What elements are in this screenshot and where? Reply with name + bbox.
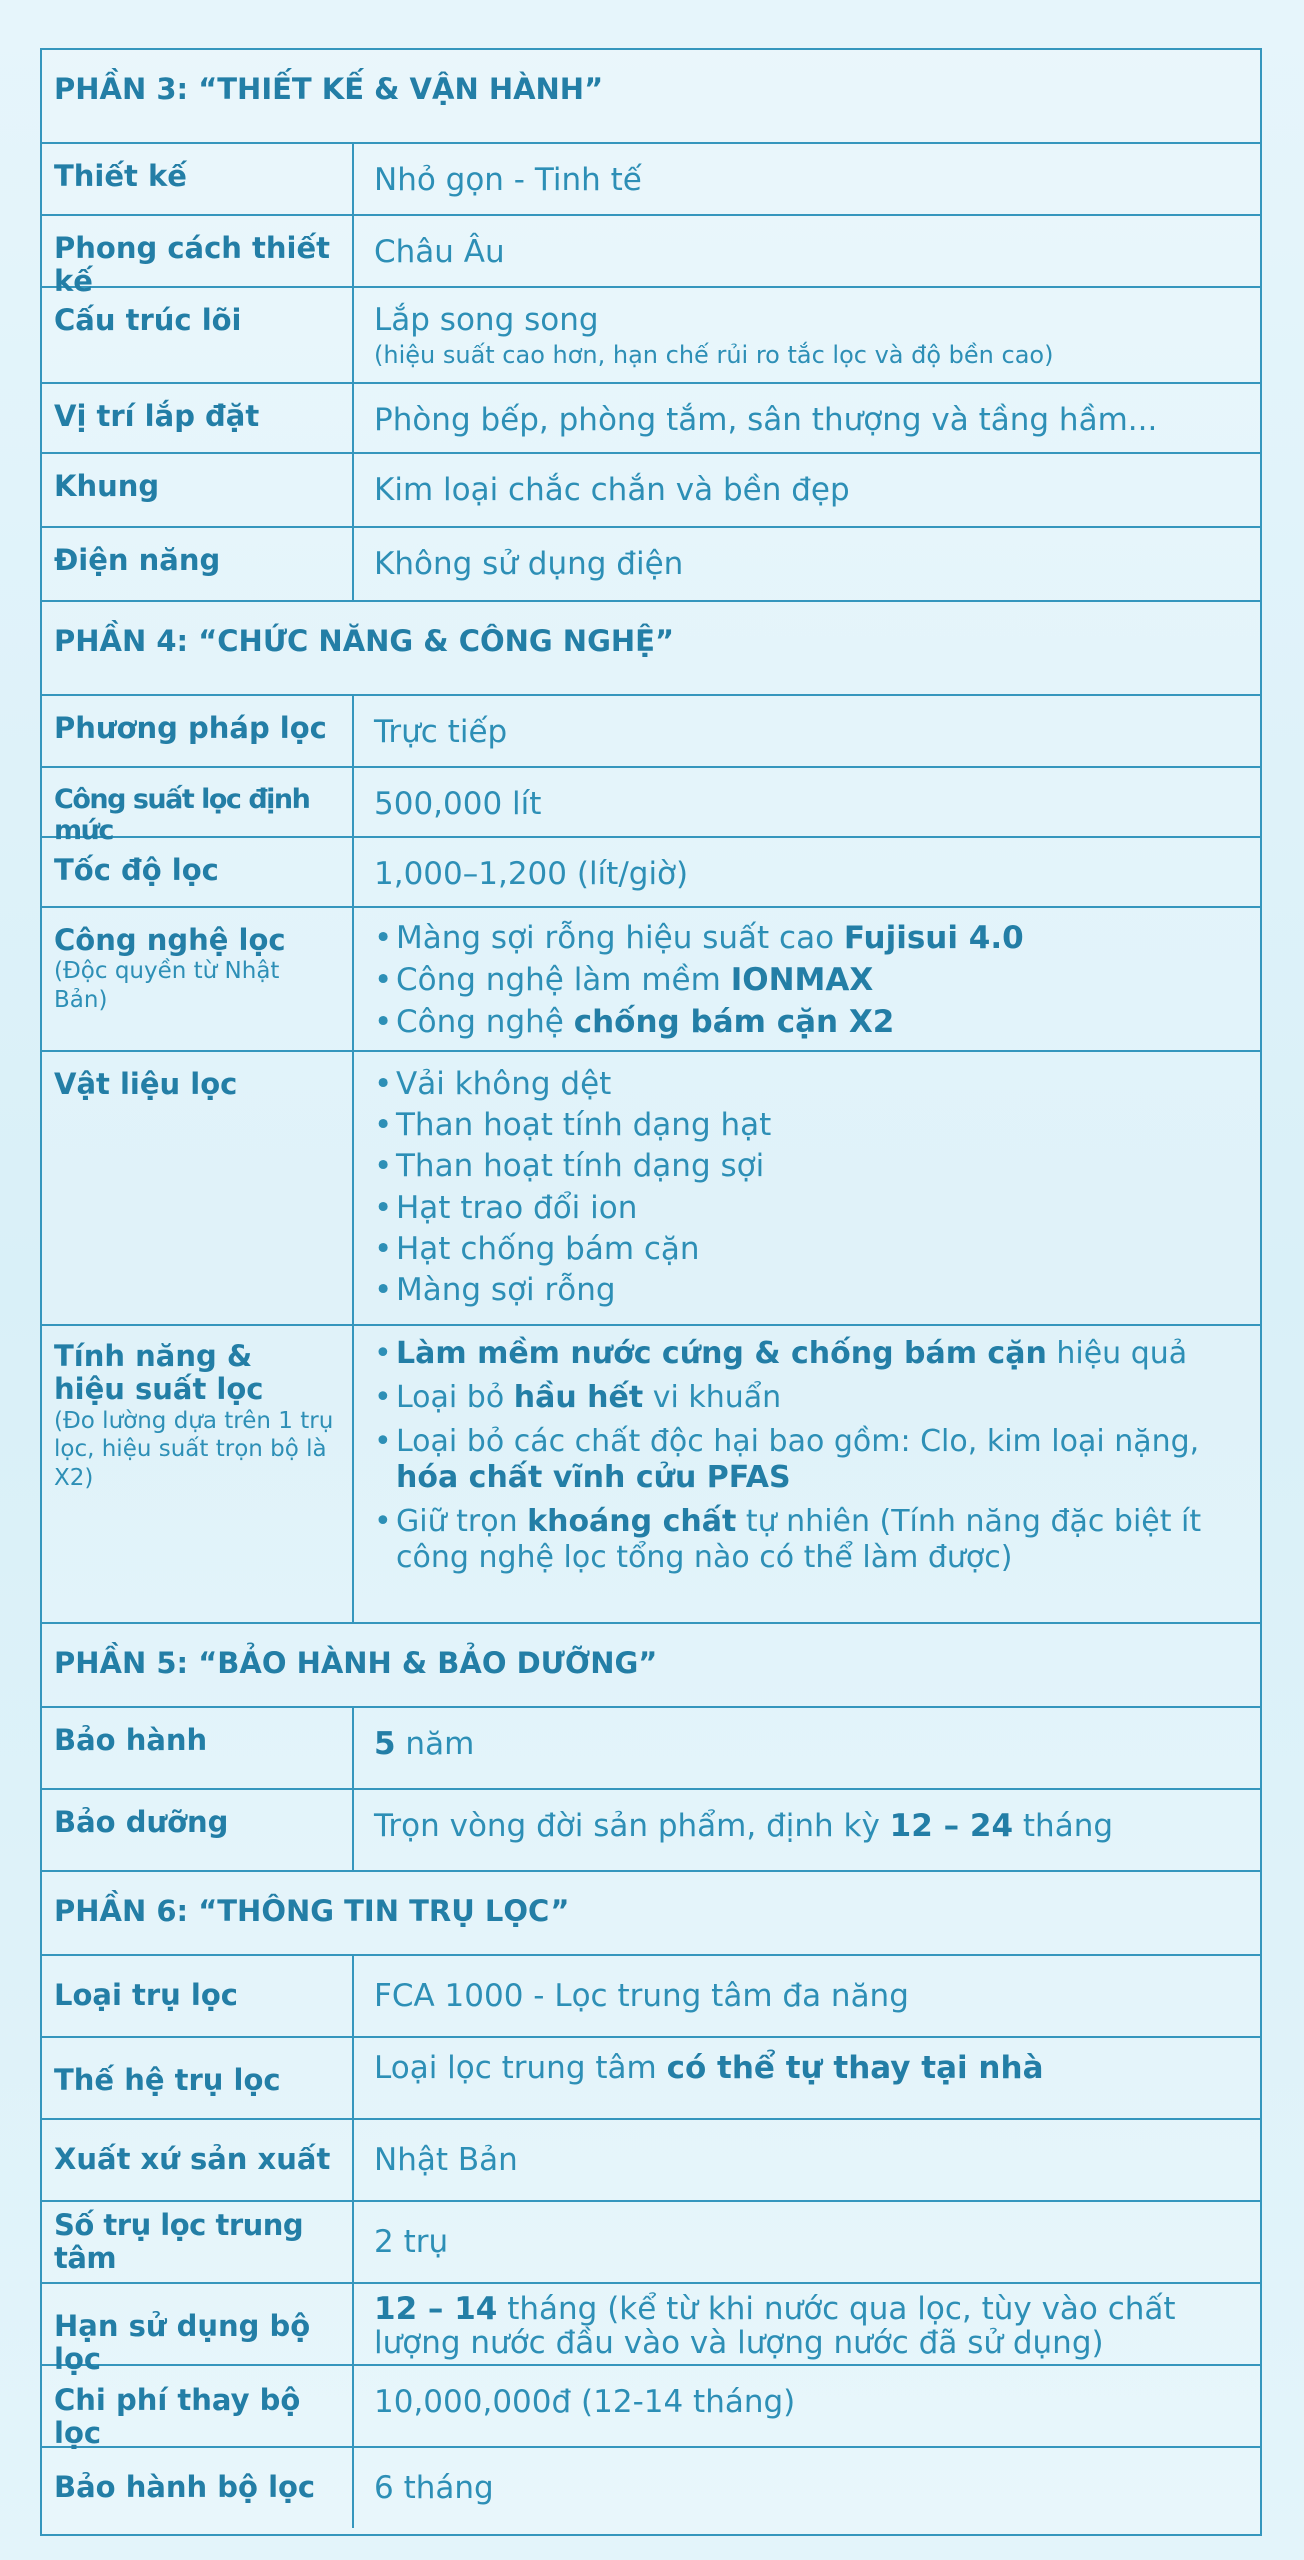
- feature-item: • Làm mềm nước cứng & chống bám cặn hiệu quả: [374, 1336, 1240, 1372]
- value-core-structure: [354, 288, 1260, 382]
- label-filter-method: Phương pháp lọc: [42, 696, 354, 766]
- core-structure-note: (hiệu suất cao hơn, hạn chế rủi ro tắc lọc và độ bền cao): [374, 340, 1054, 369]
- value-frame: Kim loại chắc chắn và bền đẹp: [374, 472, 850, 508]
- row-filter-method: [42, 696, 1260, 768]
- row-maintenance: [42, 1790, 1260, 1872]
- filter-tech-title: Công nghệ lọc: [54, 923, 286, 957]
- value-design: Nhỏ gọn - Tinh tế: [374, 162, 642, 198]
- row-filter-warranty: [42, 2448, 1260, 2528]
- value-install-location: Phòng bếp, phòng tắm, sân thượng và tầng hầm...: [374, 402, 1158, 438]
- material-item: • Hạt trao đổi ion: [374, 1188, 1240, 1229]
- value-warranty: 5 năm: [374, 1726, 475, 1762]
- value-filter-materials: [354, 1052, 1260, 1324]
- row-filter-generation: [42, 2038, 1260, 2120]
- row-frame: [42, 454, 1260, 528]
- label-design-style: Phong cách thiết kế: [42, 216, 354, 286]
- label-warranty: Bảo hành: [42, 1708, 354, 1788]
- label-filter-warranty: Bảo hành bộ lọc: [42, 2448, 354, 2528]
- label-frame: Khung: [42, 454, 354, 526]
- tech-item: • Công nghệ chống bám cặn X2: [374, 1002, 1240, 1044]
- feature-item: • Loại bỏ các chất độc hại bao gồm: Clo, kim loại nặng, hóa chất vĩnh cửu PFAS: [374, 1424, 1240, 1496]
- feature-item: • Giữ trọn khoáng chất tự nhiên (Tính năng đặc biệt ít công nghệ lọc tổng nào có thể làm được): [374, 1504, 1240, 1576]
- label-filter-capacity: Công suất lọc định mức: [42, 768, 354, 836]
- label-filter-generation: Thế hệ trụ lọc: [42, 2038, 354, 2118]
- label-filter-count: Số trụ lọc trung tâm: [42, 2202, 354, 2282]
- label-filter-tech: [42, 908, 354, 1050]
- material-item: • Than hoạt tính dạng hạt: [374, 1105, 1240, 1146]
- row-filter-cost: [42, 2366, 1260, 2451]
- material-item: • Vải không dệt: [374, 1064, 1240, 1105]
- label-maintenance: Bảo dưỡng: [42, 1790, 354, 1870]
- section-4-header: [42, 602, 1260, 696]
- label-filter-type: Loại trụ lọc: [42, 1956, 354, 2036]
- section-4-title: PHẦN 4: “CHỨC NĂNG & CÔNG NGHỆ”: [54, 624, 675, 658]
- row-warranty: [42, 1708, 1260, 1790]
- row-power: [42, 528, 1260, 602]
- row-filter-speed: [42, 838, 1260, 908]
- core-structure-main: Lắp song song: [374, 302, 599, 338]
- row-filter-type: [42, 1956, 1260, 2038]
- value-filter-capacity: 500,000 lít: [374, 786, 542, 822]
- value-filter-method: Trực tiếp: [374, 714, 508, 750]
- row-filter-tech: [42, 908, 1260, 1052]
- row-filter-materials: [42, 1052, 1260, 1326]
- row-design: [42, 144, 1260, 216]
- section-3-header: [42, 50, 1260, 144]
- label-filter-materials: Vật liệu lọc: [42, 1052, 354, 1324]
- value-filter-speed: 1,000–1,200 (lít/giờ): [374, 856, 689, 892]
- features-title-2: hiệu suất lọc: [54, 1372, 264, 1407]
- features-sub: (Đo lường dựa trên 1 trụ lọc, hiệu suất trọn bộ là X2): [54, 1407, 334, 1492]
- row-filter-count: [42, 2202, 1260, 2284]
- row-filter-capacity: [42, 768, 1260, 847]
- value-maintenance: Trọn vòng đời sản phẩm, định kỳ 12 – 24 tháng: [374, 1808, 1114, 1844]
- label-filter-speed: Tốc độ lọc: [42, 838, 354, 906]
- label-features: [42, 1326, 354, 1622]
- tech-item: • Màng sợi rỗng hiệu suất cao Fujisui 4.0: [374, 918, 1240, 960]
- section-5-title: PHẦN 5: “BẢO HÀNH & BẢO DƯỠNG”: [54, 1646, 658, 1680]
- label-filter-lifetime: Hạn sử dụng bộ lọc: [42, 2284, 354, 2364]
- section-6-header: [42, 1872, 1260, 1956]
- label-design: Thiết kế: [42, 144, 354, 214]
- value-filter-generation: Loại lọc trung tâm có thể tự thay tại nhà: [374, 2050, 1044, 2086]
- row-filter-lifetime: [42, 2284, 1260, 2377]
- label-install-location: Vị trí lắp đặt: [42, 384, 354, 452]
- label-power: Điện năng: [42, 528, 354, 600]
- row-design-style: [42, 216, 1260, 299]
- value-filter-lifetime: 12 – 14 tháng (kể từ khi nước qua lọc, tùy vào chất lượng nước đầu vào và lượng nước đã sử dụng): [374, 2291, 1176, 2362]
- material-item: • Hạt chống bám cặn: [374, 1229, 1240, 1270]
- row-install-location: [42, 384, 1260, 454]
- section-6-title: PHẦN 6: “THÔNG TIN TRỤ LỌC”: [54, 1894, 570, 1928]
- row-features: [42, 1326, 1260, 1624]
- value-filter-cost: 10,000,000đ (12-14 tháng): [374, 2384, 796, 2420]
- value-filter-type: FCA 1000 - Lọc trung tâm đa năng: [374, 1977, 909, 2014]
- value-features: [354, 1326, 1260, 1622]
- label-filter-cost: Chi phí thay bộ lọc: [42, 2366, 354, 2446]
- section-5-header: [42, 1624, 1260, 1708]
- value-design-style: Châu Âu: [374, 234, 505, 270]
- material-item: • Than hoạt tính dạng sợi: [374, 1146, 1240, 1187]
- filter-tech-sub: (Độc quyền từ Nhật Bản): [54, 958, 280, 1014]
- value-filter-warranty: 6 tháng: [374, 2469, 494, 2506]
- value-power: Không sử dụng điện: [374, 546, 684, 582]
- feature-item: • Loại bỏ hầu hết vi khuẩn: [374, 1380, 1240, 1416]
- spec-table: [40, 48, 1262, 2536]
- label-origin: Xuất xứ sản xuất: [42, 2120, 354, 2200]
- section-3-title: PHẦN 3: “THIẾT KẾ & VẬN HÀNH”: [54, 72, 604, 106]
- tech-item: • Công nghệ làm mềm IONMAX: [374, 960, 1240, 1002]
- value-filter-count: 2 trụ: [374, 2223, 449, 2260]
- material-item: • Màng sợi rỗng: [374, 1270, 1240, 1311]
- row-origin: [42, 2120, 1260, 2202]
- label-core-structure: Cấu trúc lõi: [42, 288, 354, 382]
- value-filter-tech: [354, 908, 1260, 1050]
- row-core-structure: [42, 288, 1260, 384]
- value-origin: Nhật Bản: [374, 2141, 518, 2178]
- features-title-1: Tính năng &: [54, 1339, 253, 1373]
